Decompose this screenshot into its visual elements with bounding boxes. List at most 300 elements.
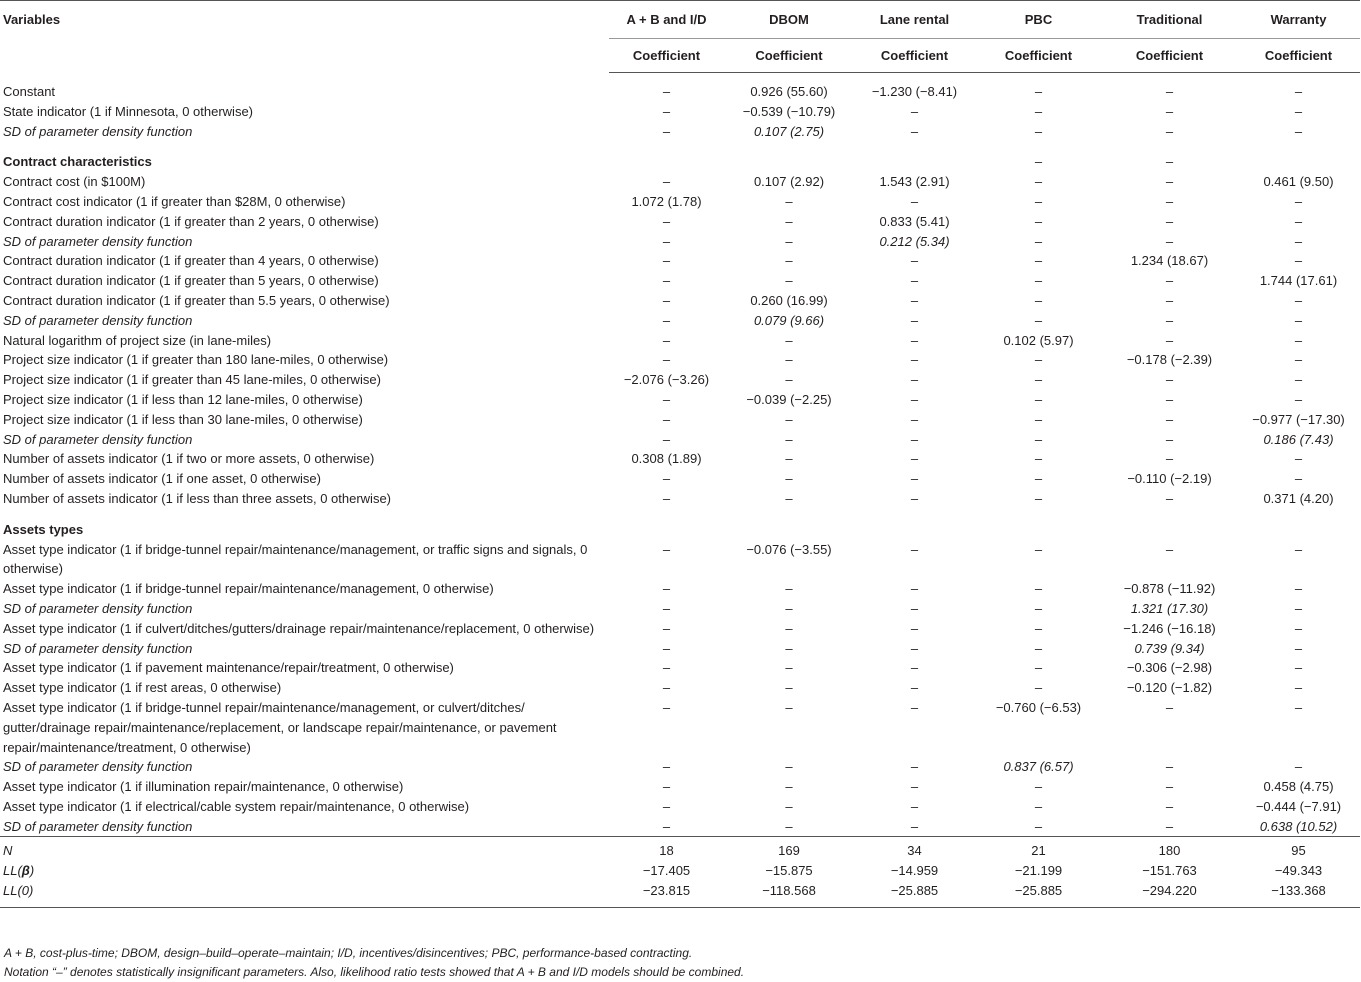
coefficient-cell: – — [785, 213, 793, 229]
coefficient-cell: – — [1294, 680, 1303, 696]
table-row — [0, 370, 1360, 390]
sd-row — [0, 757, 1360, 777]
table-row — [0, 390, 1360, 410]
coefficient-cell: – — [910, 471, 919, 487]
variable-label: Asset type indicator (1 if electrical/cable system repair/maintenance, 0 otherwise) — [3, 798, 470, 814]
coefficient-cell: 0.079 (9.66) — [753, 312, 825, 328]
stats-label — [0, 861, 609, 881]
stats-cell: −14.959 — [890, 863, 939, 879]
variable-label: Number of assets indicator (1 if less than three assets, 0 otherwise) — [3, 490, 392, 506]
coefficient-cell: – — [1294, 253, 1303, 269]
coefficient-cell: −0.039 (−2.25) — [746, 391, 832, 407]
coefficient-cell: – — [1294, 193, 1303, 209]
coefficient-cell: 0.833 (5.41) — [879, 213, 950, 229]
coefficient-cell: – — [1034, 451, 1043, 467]
coefficient-cell: – — [1294, 292, 1303, 308]
coefficient-cell: – — [910, 391, 919, 407]
coefficient-cell: – — [1165, 123, 1174, 139]
coefficient-cell: 1.234 (18.67) — [1130, 253, 1209, 269]
coefficient-cell: – — [662, 620, 671, 636]
coefficient-cell: – — [1294, 451, 1303, 467]
section-row — [0, 141, 1360, 172]
stats-cell: −23.815 — [609, 881, 724, 907]
coefficient-cell: – — [1034, 600, 1043, 616]
coefficient-subheader: Coefficient — [609, 39, 724, 73]
coefficient-cell: – — [662, 581, 671, 597]
table-row — [0, 698, 1360, 757]
coefficient-cell: – — [1165, 332, 1174, 348]
coefficient-cell: – — [910, 273, 919, 289]
variable-label: Contract cost indicator (1 if greater than $28M, 0 otherwise) — [3, 193, 346, 209]
coefficient-cell: – — [910, 660, 919, 676]
coefficient-cell: – — [910, 451, 919, 467]
stats-label-text: N — [3, 843, 13, 859]
coefficient-cell: – — [662, 818, 671, 834]
coefficient-cell: – — [662, 541, 671, 557]
coefficient-cell: – — [1034, 541, 1043, 557]
column-header-dbom: DBOM — [724, 1, 854, 39]
coefficient-cell: – — [1034, 798, 1043, 814]
stats-cell: 169 — [724, 837, 854, 861]
coefficient-cell: – — [662, 680, 671, 696]
stats-label — [0, 837, 609, 861]
stats-cell: −17.405 — [642, 863, 691, 879]
coefficient-cell: 0.837 (6.57) — [1003, 759, 1074, 775]
coefficient-cell: −0.178 (−2.39) — [1126, 352, 1213, 368]
coefficient-cell: – — [910, 253, 919, 269]
coefficient-cell: – — [662, 699, 671, 715]
coefficient-cell: – — [1294, 372, 1303, 388]
coefficient-cell: 0.926 (55.60) — [750, 84, 828, 99]
coefficient-cell: 1.321 (17.30) — [1130, 600, 1209, 616]
variables-header: Variables — [0, 1, 609, 73]
coefficient-cell: – — [785, 818, 793, 834]
coefficient-cell: – — [785, 273, 793, 289]
variable-label: SD of parameter density function — [3, 818, 193, 834]
coefficient-cell: – — [1034, 292, 1043, 308]
coefficient-cell: – — [785, 471, 793, 487]
stats-label-text: LL(0) — [3, 883, 34, 899]
coefficient-cell — [609, 141, 724, 172]
stats-cell: 21 — [975, 837, 1102, 861]
coefficient-cell: – — [1165, 213, 1174, 229]
variable-label: Contract duration indicator (1 if greater than 5 years, 0 otherwise) — [3, 273, 379, 289]
coefficient-cell: – — [1034, 273, 1043, 289]
sd-row — [0, 817, 1360, 837]
coefficient-cell: – — [1165, 103, 1174, 119]
coefficient-cell: – — [1294, 759, 1303, 775]
coefficient-cell: – — [1165, 372, 1174, 388]
coefficient-cell: – — [1034, 174, 1043, 190]
coefficient-cell: – — [1034, 372, 1043, 388]
coefficient-cell: – — [1294, 640, 1303, 656]
stats-cell: 34 — [854, 837, 975, 861]
coefficient-cell: – — [662, 84, 671, 99]
coefficient-cell: −0.306 (−2.98) — [1126, 660, 1213, 676]
coefficient-cell: – — [910, 759, 919, 775]
table-row — [0, 797, 1360, 817]
coefficient-cell: – — [662, 312, 671, 328]
coefficient-cell — [854, 509, 975, 540]
coefficient-cell: – — [662, 123, 671, 139]
coefficient-cell: – — [910, 581, 919, 597]
coefficient-cell: – — [910, 490, 919, 506]
stats-cell: −25.885 — [975, 881, 1102, 907]
column-header-pbc: PBC — [975, 1, 1102, 39]
coefficient-cell: – — [910, 312, 919, 328]
stats-cell: −133.368 — [1237, 881, 1360, 907]
coefficient-cell: – — [910, 818, 919, 834]
coefficient-cell: – — [910, 779, 919, 795]
sd-row — [0, 232, 1360, 252]
coefficient-cell: −0.076 (−3.55) — [746, 541, 832, 557]
table-row — [0, 410, 1360, 430]
coefficient-cell — [1237, 509, 1360, 540]
variable-label: SD of parameter density function — [3, 431, 193, 447]
coefficient-cell: – — [1034, 312, 1043, 328]
stats-body — [0, 837, 1360, 907]
coefficient-cell: – — [1034, 680, 1043, 696]
variable-label: Asset type indicator (1 if rest areas, 0 otherwise) — [3, 680, 282, 696]
variable-label: SD of parameter density function — [3, 600, 193, 616]
coefficient-cell: – — [662, 759, 671, 775]
coefficient-cell: −1.246 (−16.18) — [1123, 620, 1216, 636]
variable-label: Project size indicator (1 if less than 30 lane-miles, 0 otherwise) — [3, 411, 363, 427]
stats-cell: 18 — [609, 837, 724, 861]
stats-cell: 180 — [1102, 837, 1237, 861]
coefficient-cell — [1237, 141, 1360, 172]
coefficient-cell: – — [910, 680, 919, 696]
coefficient-cell: – — [1165, 431, 1174, 447]
coefficient-subheader: Coefficient — [1237, 39, 1360, 73]
coefficient-cell: – — [662, 798, 671, 814]
coefficient-cell: – — [1034, 391, 1043, 407]
section-row — [0, 509, 1360, 540]
coefficient-cell — [609, 509, 724, 540]
coefficient-cell: – — [910, 193, 919, 209]
coefficient-cell: 1.744 (17.61) — [1259, 273, 1338, 289]
coefficient-cell: – — [910, 372, 919, 388]
coefficient-cell: – — [662, 352, 671, 368]
coefficient-cell: 0.308 (1.89) — [631, 451, 702, 467]
coefficient-cell: – — [910, 123, 919, 139]
coefficient-cell: – — [1294, 213, 1303, 229]
coefficient-cell: – — [910, 332, 919, 348]
coefficient-cell: – — [1034, 411, 1043, 427]
coefficient-cell: – — [1294, 471, 1303, 487]
coefficient-cell: – — [1034, 431, 1043, 447]
coefficient-cell: – — [662, 292, 671, 308]
stats-cell: −15.875 — [765, 863, 813, 879]
coefficient-cell: – — [910, 411, 919, 427]
coefficient-cell: – — [662, 411, 671, 427]
coefficient-cell: – — [662, 600, 671, 616]
coefficient-cell: −0.878 (−11.92) — [1123, 581, 1216, 597]
coefficient-cell: – — [1034, 233, 1043, 249]
table-row — [0, 271, 1360, 291]
variable-label: SD of parameter density function — [3, 640, 193, 656]
stats-cell: −151.763 — [1142, 863, 1197, 879]
table-row — [0, 192, 1360, 212]
coefficient-cell: – — [1294, 103, 1303, 119]
coefficient-cell: – — [910, 798, 919, 814]
stats-row — [0, 861, 1360, 881]
coefficient-cell: – — [785, 490, 793, 506]
table-row — [0, 658, 1360, 678]
coefficient-cell: – — [662, 103, 671, 119]
coefficient-cell — [724, 141, 854, 172]
coefficient-cell: – — [1165, 541, 1174, 557]
table-row — [0, 212, 1360, 232]
coefficient-cell — [724, 509, 854, 540]
coefficient-cell: – — [662, 431, 671, 447]
coefficient-cell: – — [1165, 411, 1174, 427]
coefficient-cell: – — [1165, 154, 1174, 170]
coefficient-cell: 0.107 (2.75) — [753, 123, 825, 139]
sd-row — [0, 430, 1360, 450]
coefficient-cell: – — [1165, 759, 1174, 775]
coefficient-cell: – — [1034, 84, 1043, 99]
stats-label — [0, 881, 609, 907]
coefficient-cell: – — [910, 620, 919, 636]
coefficient-cell: – — [1294, 84, 1303, 99]
sd-row — [0, 122, 1360, 142]
coefficient-cell: – — [1034, 779, 1043, 795]
stats-cell: −49.343 — [1274, 863, 1323, 879]
coefficient-cell: – — [1165, 174, 1174, 190]
sd-row — [0, 639, 1360, 659]
coefficient-cell: −2.076 (−3.26) — [623, 372, 710, 388]
coefficient-cell: – — [662, 640, 671, 656]
coefficient-cell: – — [785, 600, 793, 616]
stats-row — [0, 881, 1360, 907]
variable-label: Project size indicator (1 if less than 12 lane-miles, 0 otherwise) — [3, 391, 363, 407]
coefficient-cell: – — [1034, 154, 1043, 170]
coefficient-cell: – — [785, 411, 793, 427]
coefficient-cell: – — [662, 471, 671, 487]
coefficient-cell: −0.444 (−7.91) — [1255, 798, 1342, 814]
stats-cell: 95 — [1237, 837, 1360, 861]
coefficient-cell: −0.539 (−10.79) — [742, 103, 836, 119]
coefficient-cell: – — [1165, 292, 1174, 308]
coefficient-cell: – — [1294, 660, 1303, 676]
sd-row — [0, 599, 1360, 619]
table-row — [0, 540, 1360, 580]
coefficient-cell: 0.260 (16.99) — [750, 292, 828, 308]
header-row — [0, 1, 1360, 39]
variable-label: Asset type indicator (1 if bridge-tunnel repair/maintenance/management, 0 otherwise) — [3, 581, 494, 597]
table-row — [0, 489, 1360, 509]
sd-row — [0, 311, 1360, 331]
coefficient-cell: – — [1034, 471, 1043, 487]
stats-label-suffix: ) — [29, 863, 35, 879]
coefficient-subheader: Coefficient — [724, 39, 854, 73]
coefficient-cell: – — [1294, 581, 1303, 597]
coefficient-cell: – — [785, 699, 793, 715]
table-body — [0, 73, 1360, 837]
variable-label: Constant — [3, 83, 56, 99]
coefficient-cell: – — [910, 103, 919, 119]
coefficient-cell: – — [910, 640, 919, 656]
coefficient-cell: – — [1034, 193, 1043, 209]
coefficient-cell: – — [785, 332, 793, 348]
variable-label: Number of assets indicator (1 if two or more assets, 0 otherwise) — [3, 451, 375, 467]
variable-label: SD of parameter density function — [3, 123, 193, 139]
beta-symbol: β — [21, 863, 30, 879]
table-row — [0, 449, 1360, 469]
coefficient-cell: – — [910, 699, 919, 715]
coefficient-cell: – — [910, 541, 919, 557]
coefficient-subheader: Coefficient — [854, 39, 975, 73]
coefficient-cell: – — [662, 660, 671, 676]
variable-label: Project size indicator (1 if greater than 45 lane-miles, 0 otherwise) — [3, 372, 381, 388]
coefficient-cell: – — [785, 798, 793, 814]
coefficient-cell: – — [910, 600, 919, 616]
coefficient-cell: – — [910, 292, 919, 308]
stats-cell: −294.220 — [1102, 881, 1237, 907]
coefficient-cell: – — [1165, 451, 1174, 467]
coefficient-cell: – — [785, 352, 793, 368]
coefficient-cell: – — [662, 233, 671, 249]
coefficient-cell: – — [1294, 123, 1303, 139]
coefficient-cell: – — [1165, 312, 1174, 328]
stats-cell: −118.568 — [724, 881, 854, 907]
coefficient-cell: – — [785, 759, 793, 775]
coefficient-cell: −1.230 (−8.41) — [871, 84, 958, 99]
coefficient-cell: – — [1034, 352, 1043, 368]
coefficient-cell: – — [662, 174, 671, 190]
coefficient-cell: – — [662, 779, 671, 795]
coefficient-cell: – — [1294, 620, 1303, 636]
table-footnotes — [4, 944, 1354, 982]
variable-label: Project size indicator (1 if greater than 180 lane-miles, 0 otherwise) — [3, 352, 389, 368]
coefficient-cell: −0.977 (−17.30) — [1252, 411, 1345, 427]
coefficient-subheader: Coefficient — [975, 39, 1102, 73]
coefficient-cell: – — [785, 779, 793, 795]
variable-label: Contract duration indicator (1 if greater than 5.5 years, 0 otherwise) — [3, 292, 390, 308]
table-row — [0, 777, 1360, 797]
section-label: Contract characteristics — [3, 154, 152, 170]
coefficient-cell: – — [662, 391, 671, 407]
coefficient-cell: – — [1294, 332, 1303, 348]
coefficient-cell: – — [1034, 123, 1043, 139]
table-row — [0, 172, 1360, 192]
coefficient-cell: – — [662, 253, 671, 269]
coefficient-cell — [1102, 509, 1237, 540]
coefficient-cell: – — [910, 431, 919, 447]
coefficient-cell: – — [785, 431, 793, 447]
footnote-abbreviations: A + B, cost-plus-time; DBOM, design–build–operate–maintain; I/D, incentives/disincentives; PBC, performance-based contracting. — [4, 946, 693, 960]
coefficient-cell: – — [1294, 699, 1303, 715]
table-row — [0, 251, 1360, 271]
coefficient-cell: – — [1165, 779, 1174, 795]
variable-label: Contract cost (in $100M) — [3, 174, 146, 190]
coefficient-cell: −0.120 (−1.82) — [1126, 680, 1213, 696]
table-row — [0, 331, 1360, 351]
coefficient-cell: – — [662, 273, 671, 289]
stats-cell: −25.885 — [854, 881, 975, 907]
coefficient-cell: – — [785, 581, 793, 597]
stats-row — [0, 837, 1360, 861]
coefficient-cell: – — [1294, 312, 1303, 328]
coefficient-cell: – — [1034, 640, 1043, 656]
coefficient-cell: – — [1034, 818, 1043, 834]
coefficient-cell: – — [1294, 391, 1303, 407]
variable-label: Contract duration indicator (1 if greater than 2 years, 0 otherwise) — [3, 213, 379, 229]
coefficient-cell: – — [785, 253, 793, 269]
coefficient-cell: 0.107 (2.92) — [753, 174, 825, 190]
variable-label: Asset type indicator (1 if illumination repair/maintenance, 0 otherwise) — [3, 779, 404, 795]
coefficient-cell: – — [1165, 233, 1174, 249]
column-header-traditional: Traditional — [1102, 1, 1237, 39]
coefficient-cell: – — [1165, 84, 1174, 99]
coefficient-cell: – — [1165, 391, 1174, 407]
coefficient-cell: 0.638 (10.52) — [1259, 818, 1338, 834]
footnote-notation: Notation “–” denotes statistically insignificant parameters. Also, likelihood ratio tests showed that A + B and I/D models should be combined. — [4, 965, 745, 979]
coefficient-cell: – — [1034, 103, 1043, 119]
coefficient-cell: 0.102 (5.97) — [1003, 332, 1074, 348]
coefficient-cell: – — [785, 640, 793, 656]
coefficient-cell: – — [1165, 273, 1174, 289]
variable-label: SD of parameter density function — [3, 233, 193, 249]
coefficient-cell: 0.212 (5.34) — [879, 233, 950, 249]
coefficient-cell: – — [785, 193, 793, 209]
coefficient-cell: – — [1165, 699, 1174, 715]
variable-label: Number of assets indicator (1 if one asset, 0 otherwise) — [3, 471, 321, 487]
table-row — [0, 678, 1360, 698]
coefficient-cell: 1.072 (1.78) — [631, 193, 702, 209]
coefficient-cell: 0.186 (7.43) — [1263, 431, 1334, 447]
table-row — [0, 350, 1360, 370]
variable-label: State indicator (1 if Minnesota, 0 otherwise) — [3, 103, 254, 119]
coefficient-cell: – — [1165, 490, 1174, 506]
coefficient-cell: – — [1165, 193, 1174, 209]
coefficient-cell: – — [910, 352, 919, 368]
coefficient-cell: – — [785, 660, 793, 676]
coefficient-cell: – — [1294, 352, 1303, 368]
table-row — [0, 291, 1360, 311]
coefficient-cell: – — [785, 620, 793, 636]
stats-label-text: LL( — [3, 863, 22, 879]
coefficient-cell: – — [662, 490, 671, 506]
coefficient-cell: – — [1034, 213, 1043, 229]
coefficient-cell: – — [785, 451, 793, 467]
coefficient-cell: 0.739 (9.34) — [1134, 640, 1205, 656]
coefficient-cell: – — [1165, 818, 1174, 834]
coefficient-cell: – — [662, 332, 671, 348]
coefficient-cell: 0.458 (4.75) — [1263, 779, 1334, 795]
table-row — [0, 469, 1360, 489]
section-label: Assets types — [3, 521, 84, 537]
column-header-ab-id: A + B and I/D — [609, 1, 724, 39]
table-row — [0, 579, 1360, 599]
variable-label: Contract duration indicator (1 if greater than 4 years, 0 otherwise) — [3, 253, 379, 269]
coefficient-cell: – — [1034, 620, 1043, 636]
coefficient-cell: – — [1294, 233, 1303, 249]
table-row — [0, 102, 1360, 122]
coefficient-cell — [975, 509, 1102, 540]
coefficient-cell: – — [1294, 541, 1303, 557]
variable-label: SD of parameter density function — [3, 759, 193, 775]
table-header — [0, 1, 1360, 73]
coefficient-cell: – — [785, 372, 793, 388]
coefficient-cell: 1.543 (2.91) — [879, 174, 950, 190]
coefficient-cell: – — [785, 680, 793, 696]
column-header-lane-rental: Lane rental — [854, 1, 975, 39]
variable-label: SD of parameter density function — [3, 312, 193, 328]
variable-label: Asset type indicator (1 if bridge-tunnel repair/maintenance/management, or culvert/ditches/ gutter/drainage repair/maintenance/replacement, or landscape repair/maintenance, or pavement repair/maintenance/treatment, 0 otherwise) — [3, 699, 557, 755]
coefficient-cell: – — [1034, 581, 1043, 597]
